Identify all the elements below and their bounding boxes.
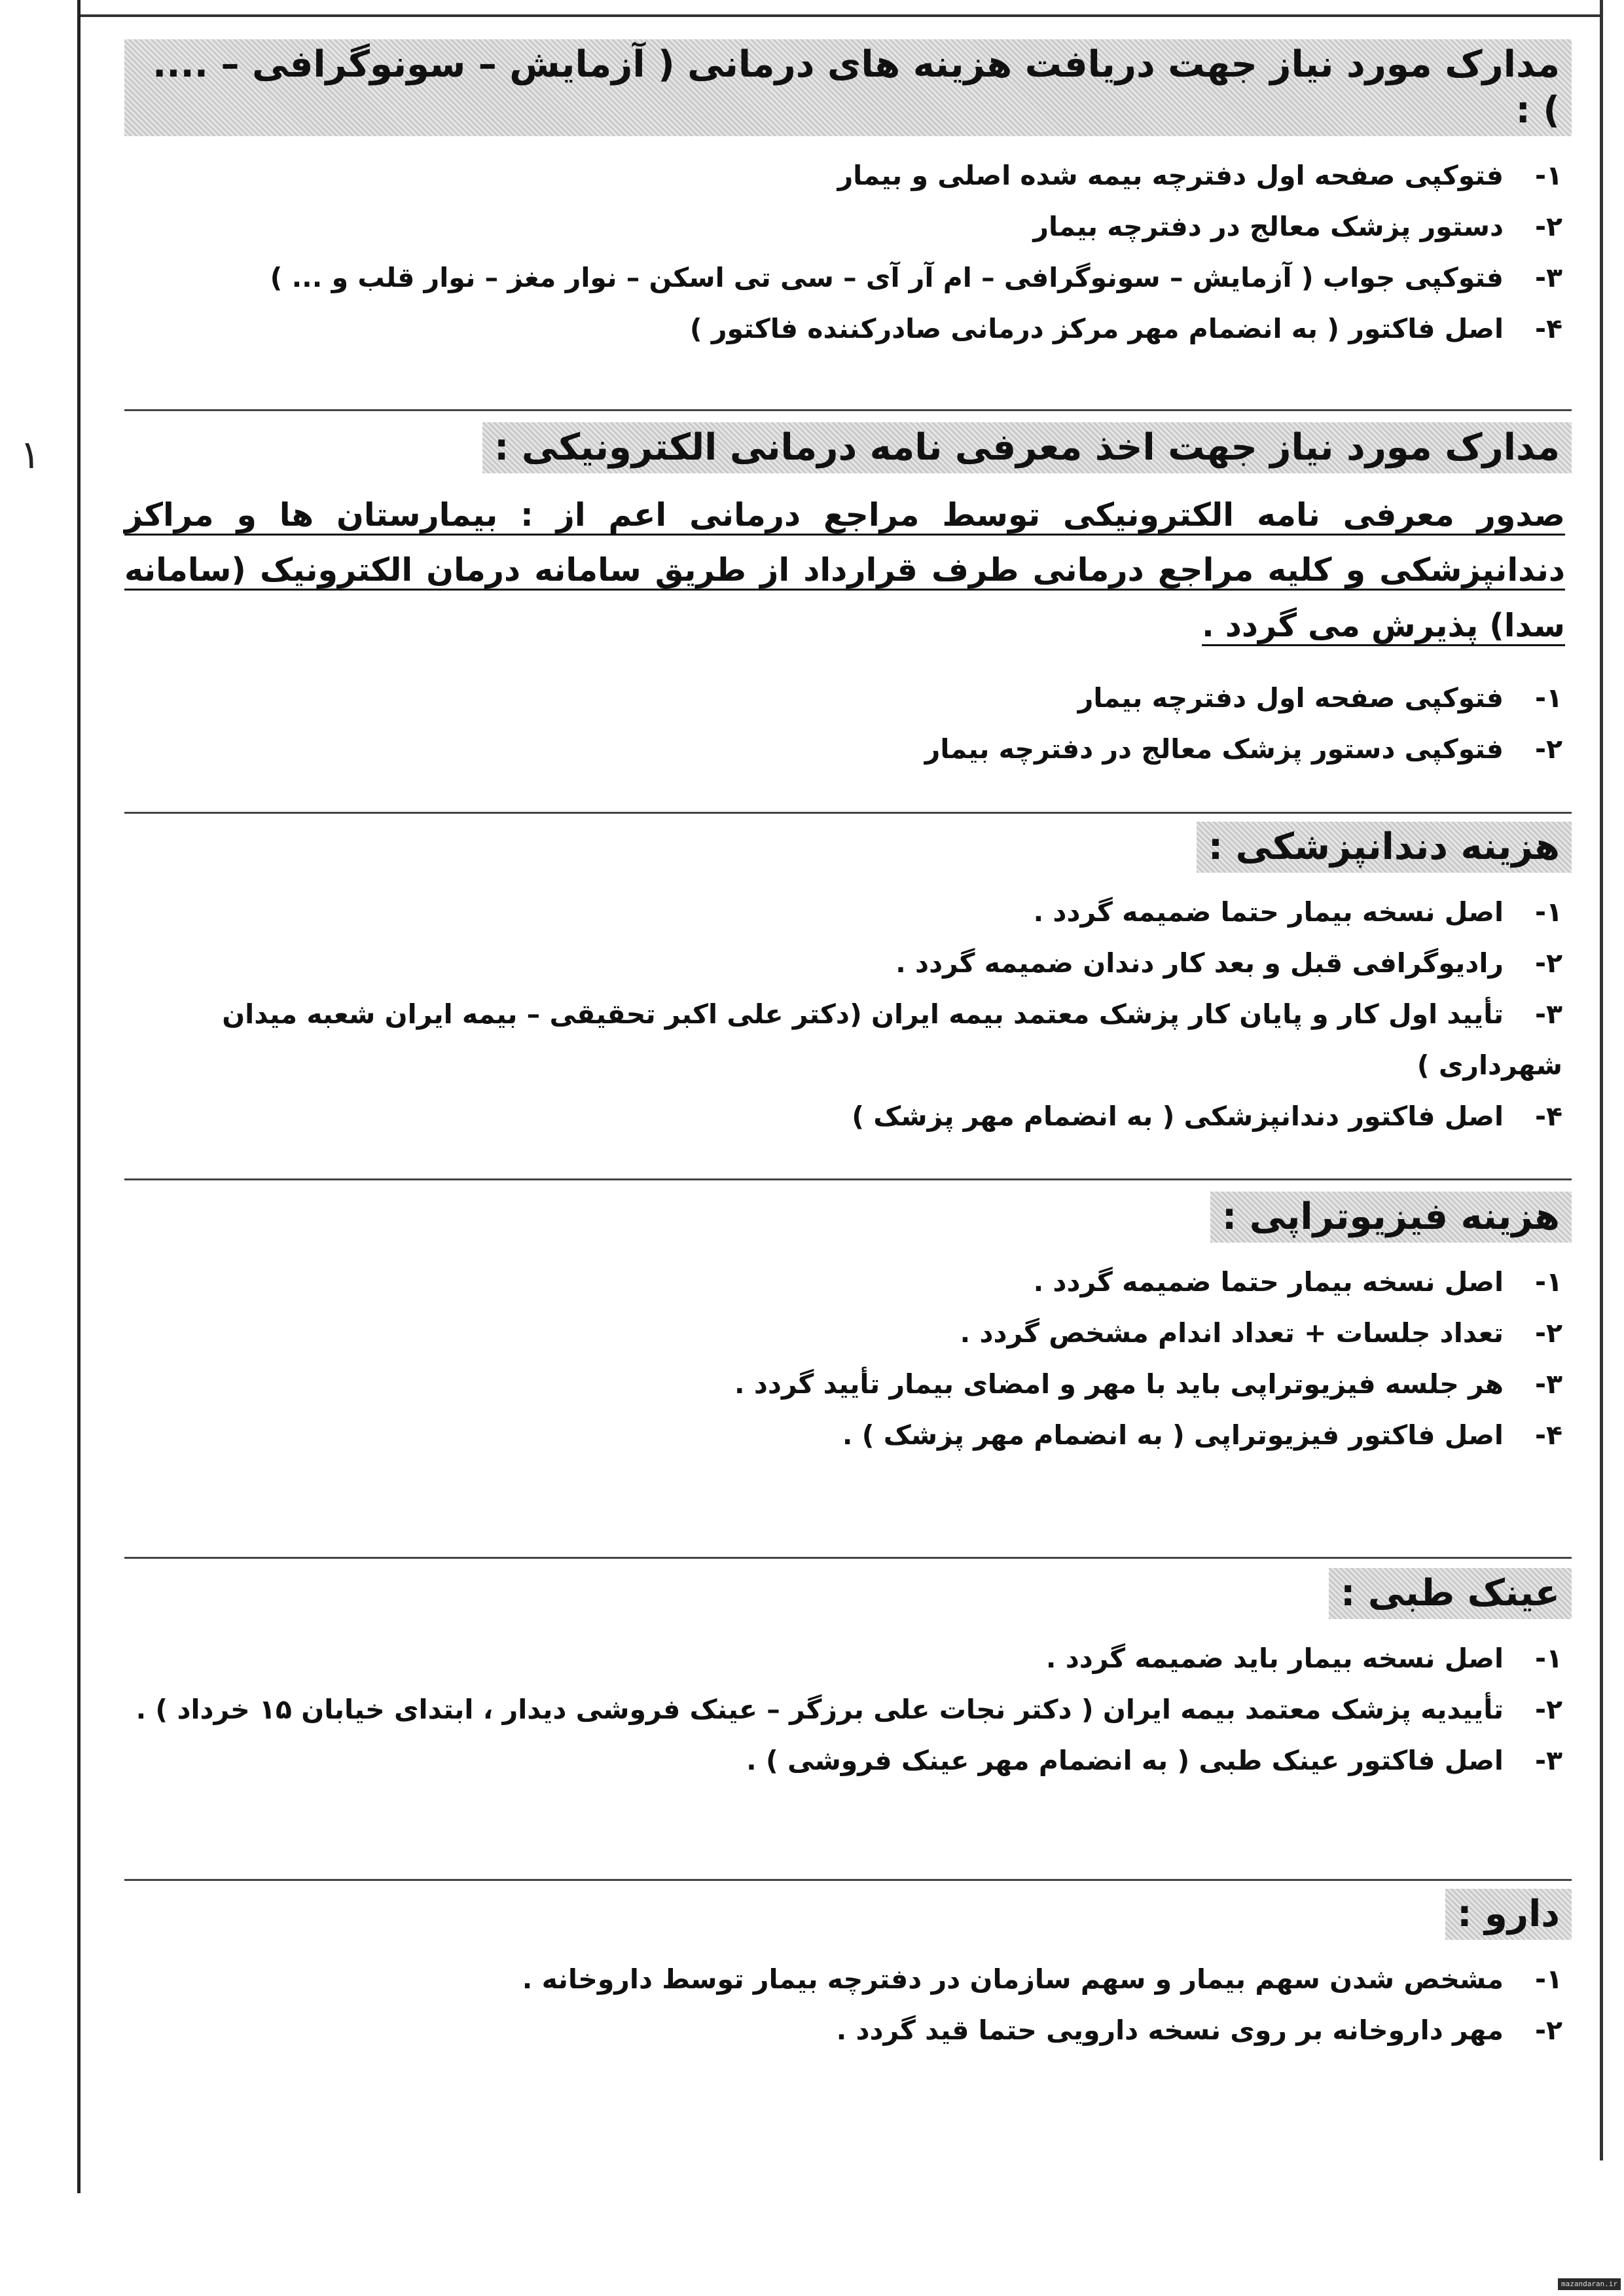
section-heading: عینک طبی : xyxy=(1329,1568,1572,1619)
list-item: ۲-فتوکپی دستور پزشک معالج در دفترچه بیمار xyxy=(924,733,1562,765)
list-item: ۳-فتوکپی جواب ( آزمایش – سونوگرافی – ام آر آی – سی تی اسکن – نوار مغز – نوار قلب و ... ) xyxy=(270,261,1562,293)
list-item: ۱-اصل نسخه بیمار حتما ضمیمه گردد . xyxy=(1033,896,1562,928)
section-heading: هزینه فیزیوتراپی : xyxy=(1210,1192,1572,1243)
corner-watermark: mazandaran.ir xyxy=(1558,2278,1621,2290)
section-paragraph: صدور معرفی نامه الکترونیکی توسط مراجع درمانی اعم از : بیمارستان ها و مراکز دندانپزشکی و کلیه مراجع درمانی طرف قرارداد از طریق سامانه درمان الکترونیک (سامانه سدا) پذیرش می گردد . xyxy=(124,496,1565,644)
list-item: ۲-دستور پزشک معالج در دفترچه بیمار xyxy=(1033,210,1562,242)
list-item: ۱-اصل نسخه بیمار باید ضمیمه گردد . xyxy=(1045,1643,1562,1674)
requirements-list xyxy=(124,1633,1572,1787)
section-treatment-costs xyxy=(124,39,1572,355)
list-item: ۱-فتوکپی صفحه اول دفترچه بیمار xyxy=(1077,682,1562,714)
section-divider xyxy=(124,1879,1572,1881)
list-item: ۲-تأییدیه پزشک معتمد بیمه ایران ( دکتر نجات علی برزگر – عینک فروشی دیدار ، ابتدای خیابان ۱۵ خرداد ) . xyxy=(135,1693,1562,1725)
list-item: ۲-تعداد جلسات + تعداد اندام مشخص گردد . xyxy=(960,1317,1562,1349)
requirements-list xyxy=(124,887,1572,1142)
requirements-list xyxy=(124,1954,1572,2056)
section-medicine xyxy=(124,1889,1572,2056)
list-item: ۳-هر جلسه فیزیوتراپی باید با مهر و امضای بیمار تأیید گردد . xyxy=(734,1368,1562,1400)
list-item: ۳-تأیید اول کار و پایان کار پزشک معتمد بیمه ایران (دکتر علی اکبر تحقیقی – بیمه ایران شعبه میدان شهرداری ) xyxy=(222,998,1562,1081)
section-divider xyxy=(124,812,1572,814)
section-electronic-referral xyxy=(124,422,1572,775)
list-item: ۲-مهر داروخانه بر روی نسخه دارویی حتما قید گردد . xyxy=(836,2014,1562,2046)
section-divider xyxy=(124,1557,1572,1559)
requirements-list xyxy=(124,1257,1572,1461)
section-heading: دارو : xyxy=(1445,1889,1572,1940)
section-dental xyxy=(124,822,1572,1142)
section-glasses xyxy=(124,1568,1572,1787)
page-frame-right xyxy=(1600,0,1603,2160)
section-heading: هزینه دندانپزشکی : xyxy=(1197,822,1572,873)
page-frame-top xyxy=(77,14,1602,17)
margin-page-number: ۱ xyxy=(20,432,41,478)
list-item: ۳-اصل فاکتور عینک طبی ( به انضمام مهر عینک فروشی ) . xyxy=(746,1744,1562,1776)
list-item: ۱-مشخص شدن سهم بیمار و سهم سازمان در دفترچه بیمار توسط داروخانه . xyxy=(522,1963,1562,1995)
requirements-list xyxy=(124,151,1572,355)
section-divider xyxy=(124,409,1572,411)
list-item: ۱-فتوکپی صفحه اول دفترچه بیمه شده اصلی و بیمار xyxy=(837,160,1562,191)
list-item: ۴-اصل فاکتور ( به انضمام مهر مرکز درمانی صادرکننده فاکتور ) xyxy=(689,312,1562,344)
list-item: ۴-اصل فاکتور فیزیوتراپی ( به انضمام مهر پزشک ) . xyxy=(842,1419,1562,1451)
section-physiotherapy xyxy=(124,1192,1572,1461)
list-item: ۱-اصل نسخه بیمار حتما ضمیمه گردد . xyxy=(1033,1266,1562,1298)
page-frame-left xyxy=(77,0,81,2193)
requirements-list xyxy=(124,673,1572,775)
list-item: ۴-اصل فاکتور دندانپزشکی ( به انضمام مهر پزشک ) xyxy=(852,1100,1562,1132)
list-item: ۲-رادیوگرافی قبل و بعد کار دندان ضمیمه گردد . xyxy=(895,947,1562,979)
section-divider xyxy=(124,1178,1572,1180)
section-heading: مدارک مورد نیاز جهت اخذ معرفی نامه درمانی الکترونیکی : xyxy=(482,422,1572,473)
section-heading: مدارک مورد نیاز جهت دریافت هزینه های درمانی ( آزمایش – سونوگرافی – .... ) : xyxy=(124,39,1572,136)
